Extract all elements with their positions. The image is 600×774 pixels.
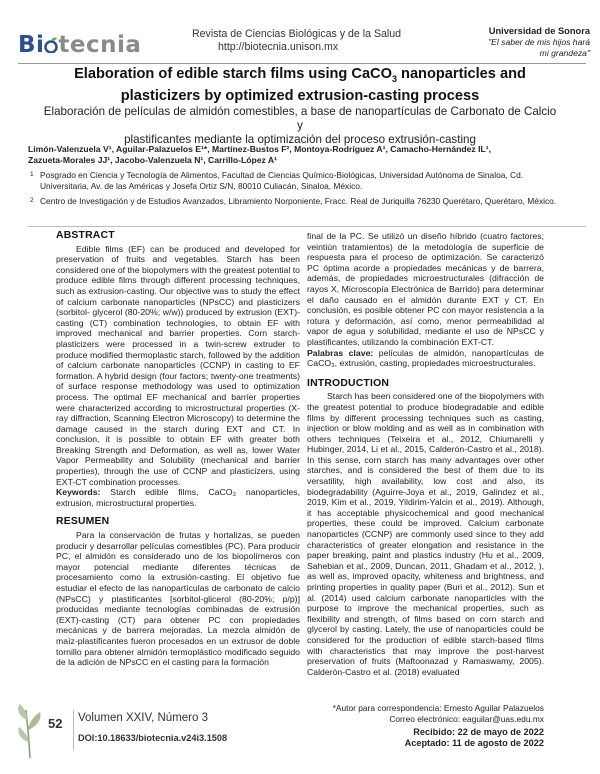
university-motto-1: "El saber de mis hijos hará xyxy=(488,37,590,47)
authors xyxy=(28,144,578,165)
affiliation-2 xyxy=(30,196,560,207)
title-part-1: Elaboration of edible starch films using CaCO xyxy=(74,66,392,82)
left-column xyxy=(56,231,300,668)
affiliation-2-number: 2 xyxy=(30,197,34,204)
keywords-label: Keywords: xyxy=(56,487,101,498)
header-divider xyxy=(18,63,586,64)
authors-line-1: Limón-Valenzuela V¹, Aguilar-Palazuelos E¹*, Martínez-Bustos F², Montoya-Rodríguez A¹, Camacho-Hernández IL¹, xyxy=(28,144,491,154)
logo-text-a: Bi xyxy=(18,32,45,58)
abstract-body: Edible films (EF) can be produced and developed for preservation of fruits and vegetables. Starch has been considered one of the biopolymers with the greatest potential to produce edible films through different processing techniques, such as extrusion-casting. Our objective was to study the effect of calcium carbonate nanoparticles (NPsCC) and plasticizers (sorbitol- glycerol (80-20%; w/w)) produced by extrusion (EXT)-casting (CT) combination technologies, to obtain EF with improved mechanical and barrier properties. Corn starch-plasticizers were processed in a twin-screw extruder to produce modified thermoplastic starch, followed by the addition of calcium carbonate nanoparticles (CCNP) in casting to EF formation. A hybrid design (four factors; twenty-one treatments) of surface response methodology was used to optimization process. The optimal EF mechanical and barrier properties were characterized according to microstructural properties (X-ray diffraction, Scanning Electron Microscopy) to determine the damage caused in the starch during EXT and CT. In conclusion, it is possible to obtain EF with greater both Breaking Strength and Deformation, as well as, lower Water Vapor Permeability and Solubility (mechanical and barrier properties), through the use of CCNP and plasticizers, using EXT-CT combination processes. xyxy=(56,243,300,487)
keywords-text: Starch edible films, CaCO₃ nanoparticles, extrusion, microstructural properties. xyxy=(56,487,300,508)
journal-name: Revista de Ciencias Biológicas y de la Salud xyxy=(192,28,402,40)
leaf-icon xyxy=(44,37,58,53)
journal-logo xyxy=(18,26,170,66)
university-name: Universidad de Sonora xyxy=(488,26,590,36)
corresponding-author: *Autor para correspondencia: Ernesto Aguilar Palazuelos xyxy=(332,703,544,713)
resumen-continued: final de la PC. Se utilizó un diseño híbrido (cuatro factores; veintiún tratamientos) de la metodología de superficie de respuesta para el proceso de optimización. Se caracterizó PC óptima acorde a propiedades mecánicas y de barrera, además, de propiedades microestructurales (difracción de rayos X, Microscopía Electrónica de Barrido) para determinar el daño causado en el almidón durante EXT y CT. En conclusión, es posible obtener PC con mayor resistencia a la rotura y deformación, así como, menor permeabilidad al vapor de agua y solubilidad, mediante el uso de NPsCC y plastificantes, utilizando la combinación EXT-CT. xyxy=(307,231,544,347)
logo-text-b: tecnia xyxy=(58,32,142,58)
article-subtitle xyxy=(40,105,560,147)
resumen-heading: RESUMEN xyxy=(56,516,110,528)
plant-icon xyxy=(14,700,46,760)
university-motto-2: mi grandeza" xyxy=(539,48,590,58)
volume-info: Volumen XXIV, Número 3 xyxy=(78,712,208,724)
palabras-clave-label: Palabras clave: xyxy=(307,347,374,358)
right-column xyxy=(307,231,544,677)
doi[interactable]: DOI:10.18633/biotecnia.v24i3.1508 xyxy=(78,733,228,743)
article-dates xyxy=(360,727,544,749)
abstract-keywords xyxy=(56,487,300,508)
university-info xyxy=(412,26,590,59)
footer-divider xyxy=(73,710,74,750)
journal-info xyxy=(192,28,412,54)
affiliation-1 xyxy=(30,170,560,191)
title-subscript: 3 xyxy=(391,73,397,84)
palabras-clave-text: películas de almidón, nanopartículas de CaCO₃, extrusión, casting, propiedades microestructurales. xyxy=(307,347,544,369)
affiliation-1-text: Posgrado en Ciencia y Tecnología de Alimentos, Facultad de Ciencias Químico-Biológicas, Universidad Autónoma de Sinaloa, Cd. Universitaria, Av. de las Américas y Josefa Ortiz S/N, 80010 Culiacán, Sinaloa, México. xyxy=(40,170,524,191)
journal-url[interactable]: http://biotecnia.unison.mx xyxy=(218,41,339,53)
correspondence xyxy=(318,703,544,725)
subtitle-line-2: plastificantes mediante la optimización del proceso extrusión-casting xyxy=(124,133,476,146)
resumen-keywords xyxy=(307,348,544,369)
title-part-2: nanoparticles and xyxy=(396,66,526,82)
affiliation-1-number: 1 xyxy=(30,171,34,178)
section-divider xyxy=(28,226,586,227)
subtitle-line-1: Elaboración de películas de almidón comestibles, a base de nanopartículas de Carbonato de Calcio y xyxy=(43,105,557,132)
authors-line-2: Zazueta-Morales JJ¹, Jacobo-Valenzuela N¹, Carrillo-López A¹ xyxy=(28,154,277,165)
accepted-date: Aceptado: 11 de agosto de 2022 xyxy=(404,738,544,748)
article-title xyxy=(40,66,560,105)
received-date: Recibido: 22 de mayo de 2022 xyxy=(413,727,544,737)
introduction-heading: INTRODUCTION xyxy=(307,377,390,389)
resumen-body: Para la conservación de frutas y hortalizas, se pueden producir y desarrollar películas comestibles (PC). Para producir PC, el almidón es considerado uno de los biopolímeros con mayor potencial mediante diferentes técnicas de procesamiento como la extrusión-casting. El objetivo fue estudiar el efecto de las nanopartículas de carbonato de calcio (NPsCC) y plastificantes [sorbitol-glicerol (80-20%; p/p)] producidas mediante tecnologías combinadas de extrusión (EXT)-casting (CT) para obtener PC con propiedades mecánicas y de barrera mejoradas. La mezcla almidón de maíz-plastificantes fueron procesados en un extrusor de doble tornillo para obtener almidón termoplástico modificado seguido de la adición de NPsCC en el casting para la formación xyxy=(56,530,300,668)
page-number: 52 xyxy=(48,716,63,731)
introduction-body: Starch has been considered one of the biopolymers with the greatest potential to produce biodegradable and edible films by different processing techniques such as casting, injection or blow molding and as well as in combination with others techniques (Teixeira et al., 2012, Chiumarelli y Hubinger, 2014, Li et al., 2015, Calderón-Castro et al., 2018). In this sense, corn starch has many advantages over other starches, and is considered the best of them due to its versatility, high availability, low cost and also, its biodegradability (Aguirre-Joya et al., 2019, Galindez et al., 2019, Kim et al., 2019, Yildirim-Yalcin et al., 2019). Although, it has acceptable physicochemical and good mechanical properties, these could be improved. Calcium carbonate nanoparticles (CCNP) are commonly used since to they add characteristics of greater elongation and resistance in the paper breaking, paint and plastics industry (Hu et al., 2009, Sahebian et al., 2009, Duncan, 2011, Ghadam et al., 2012, ), as well as, improved opacity, whiteness and brightness, and printing properties in quality paper (Buri et al., 2012). Sun et al. (2014) used calcium carbonate nanoparticles with the purpose to improve the mechanical properties, such as flexibility and strength, of films based on corn starch and glycerol by casting. Lately, the use of nanoparticles could be considered for the production of edible starch-based films with characteristics that may improve the post-harvest preservation of fruits (Maftoonazad y Ramaswamy, 2005). Calderón-Castro et al. (2018) evaluated xyxy=(307,391,544,677)
affiliation-2-text: Centro de Investigación y de Estudios Avanzados, Libramiento Norponiente, Fracc. Real de Juriquilla 76230 Querétaro, Querétaro, México. xyxy=(40,196,557,206)
title-line-2: plasticizers by optimized extrusion-casting process xyxy=(120,87,480,104)
corresponding-email[interactable]: Correo electrónico: eaguilar@uas.edu.mx xyxy=(389,714,544,724)
abstract-heading: ABSTRACT xyxy=(56,230,115,241)
